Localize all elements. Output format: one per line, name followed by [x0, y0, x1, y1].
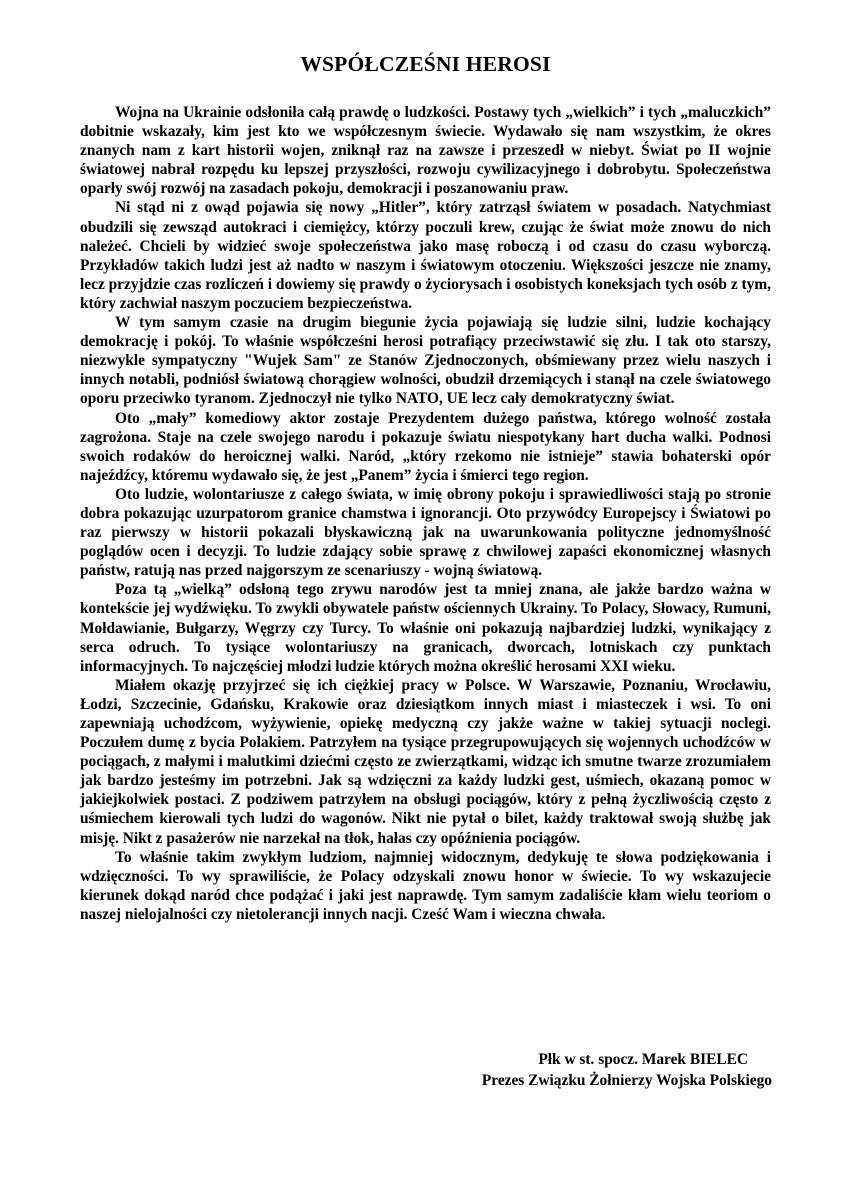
signature-block [482, 1049, 772, 1091]
document-title: WSPÓŁCZEŚNI HEROSI [300, 52, 551, 76]
paragraph: Miałem okazję przyjrzeć się ich ciężkiej pracy w Polsce. W Warszawie, Poznaniu, Wrocławiu, Łodzi, Szczecinie, Gdańsku, Krakowie oraz dziesiątkom innych miast i miasteczek i wsi. To oni zapewniają uchodźcom, wyżywienie, opiekę medyczną czy jakże ważne w takiej sytuacji noclegi. Poczułem dumę z bycia Polakiem. Patrzyłem na tysiące przegrupowujących się wojennych uchodźców w pociągach, z małymi i malutkimi dziećmi często ze zwierzątkami, widząc ich smutne twarze zrozumiałem jak bardzo jesteśmy im potrzebni. Jak są wdzięczni za każdy ludzki gest, uśmiech, okazaną pomoc w jakiejkolwiek postaci. Z podziwem patrzyłem na obsługi pociągów, który z pełną życzliwością często z uśmiechem kierowali tych ludzi do wagonów. Nikt nie pytał o bilet, każdy traktował swoją służbę jak misję. Nikt z pasażerów nie narzekał na tłok, hałas czy opóźnienia pociągów. [80, 676, 771, 847]
paragraph: Oto „mały” komediowy aktor zostaje Prezydentem dużego państwa, którego wolność została zagrożona. Staje na czele swojego narodu i pokazuje światu niespotykany hart ducha walki. Podnosi swoich rodaków do heroicznej walki. Naród, „który rzekomo nie istnieje” stawia bohaterski opór najeźdźcy, któremu wydawało się, że jest „Panem” życia i śmierci tego region. [80, 409, 771, 484]
signature-title: Prezes Związku Żołnierzy Wojska Polskiego [481, 1072, 772, 1089]
paragraph: Ni stąd ni z owąd pojawia się nowy „Hitler”, który zatrząsł światem w posadach. Natychmiast obudzili się zewsząd autokraci i ciemiężcy, którzy poczuli krew, czując że świat może znowu do nich należeć. Chcieli by widzieć swoje społeczeństwa jako masę roboczą i od czasu do czasu wyborczą. Przykładów takich ludzi jest aż nadto w naszym i światowym otoczeniu. Większości jeszcze nie znamy, lecz przyjdzie czas rozliczeń i dowiemy się prawdy o życiorysach i osobistych koneksjach tych osób z tym, który zachwiał naszym poczuciem bezpieczeństwa. [80, 199, 771, 312]
paragraph: W tym samym czasie na drugim biegunie życia pojawiają się ludzie silni, ludzie kochający demokrację i pokój. To właśnie współcześni herosi potrafiący przeciwstawić się złu. I tak oto starszy, niezwykle sympatyczny "Wujek Sam" ze Stanów Zjednoczonych, obśmiewany przez wielu naszych i innych notabli, podniósł światową chorągiew wolności, obudził drzemiących i stanął na czele światowego oporu przeciwko tyranom. Zjednoczył nie tylko NATO, UE lecz cały demokratyczny świat. [80, 314, 771, 408]
paragraph: Poza tą „wielką” odsłoną tego zrywu narodów jest ta mniej znana, ale jakże bardzo ważna w kontekście jej wydźwięku. To zwykli obywatele państw ościennych Ukrainy. To Polacy, Słowacy, Rumuni, Mołdawianie, Bułgarzy, Węgrzy czy Turcy. To właśnie oni pokazują najbardziej ludzki, wynikający z serca odruch. To tysiące wolontariuszy na granicach, dworcach, lotniskach czy punktach informacyjnych. To najczęściej młodzi ludzie których można określić herosami XXI wieku. [80, 581, 771, 675]
document-body [80, 103, 771, 924]
paragraph: Oto ludzie, wolontariusze z całego świata, w imię obrony pokoju i sprawiedliwości stają po stronie dobra pokazując uzurpatorom granice chamstwa i ignorancji. Oto przywódcy Europejscy i Światowi po raz pierwszy w historii pokazali błyskawiczną jak na uwarunkowania polityczne jednomyślność poglądów ocen i decyzji. To ludzie zdający sobie sprawę z chwilowej zapaści ekonomicznej własnych państw, ratują nas przed najgorszym ze scenariuszy - wojną światową. [80, 485, 771, 580]
paragraph: Wojna na Ukrainie odsłoniła całą prawdę o ludzkości. Postawy tych „wielkich” i tych „maluczkich” dobitnie wskazały, kim jest kto we współczesnym świecie. Wydawało się nam wszystkim, że okres znanych nam z kart historii wojen, zniknął raz na zawsze i przeszedł w niebyt. Świat po II wojnie światowej nabrał rozpędu ku lepszej przyszłości, rozwoju cywilizacyjnego i dobrobytu. Społeczeństwa oparły swój rozwój na zasadach pokoju, demokracji i poszanowaniu praw. [80, 104, 771, 198]
signature-author: Płk w st. spocz. Marek BIELEC [538, 1051, 748, 1068]
paragraph: To właśnie takim zwykłym ludziom, najmniej widocznym, dedykuję te słowa podziękowania i wdzięczności. To wy sprawiliście, że Polacy odzyskali znowu honor w świecie. To wy wskazujecie kierunek dokąd naród chce podążać i jaki jest naprawdę. Tym samym zadaliście kłam wielu teoriom o naszej nielojalności czy nietolerancji innych nacji. Cześć Wam i wieczna chwała. [80, 848, 771, 923]
